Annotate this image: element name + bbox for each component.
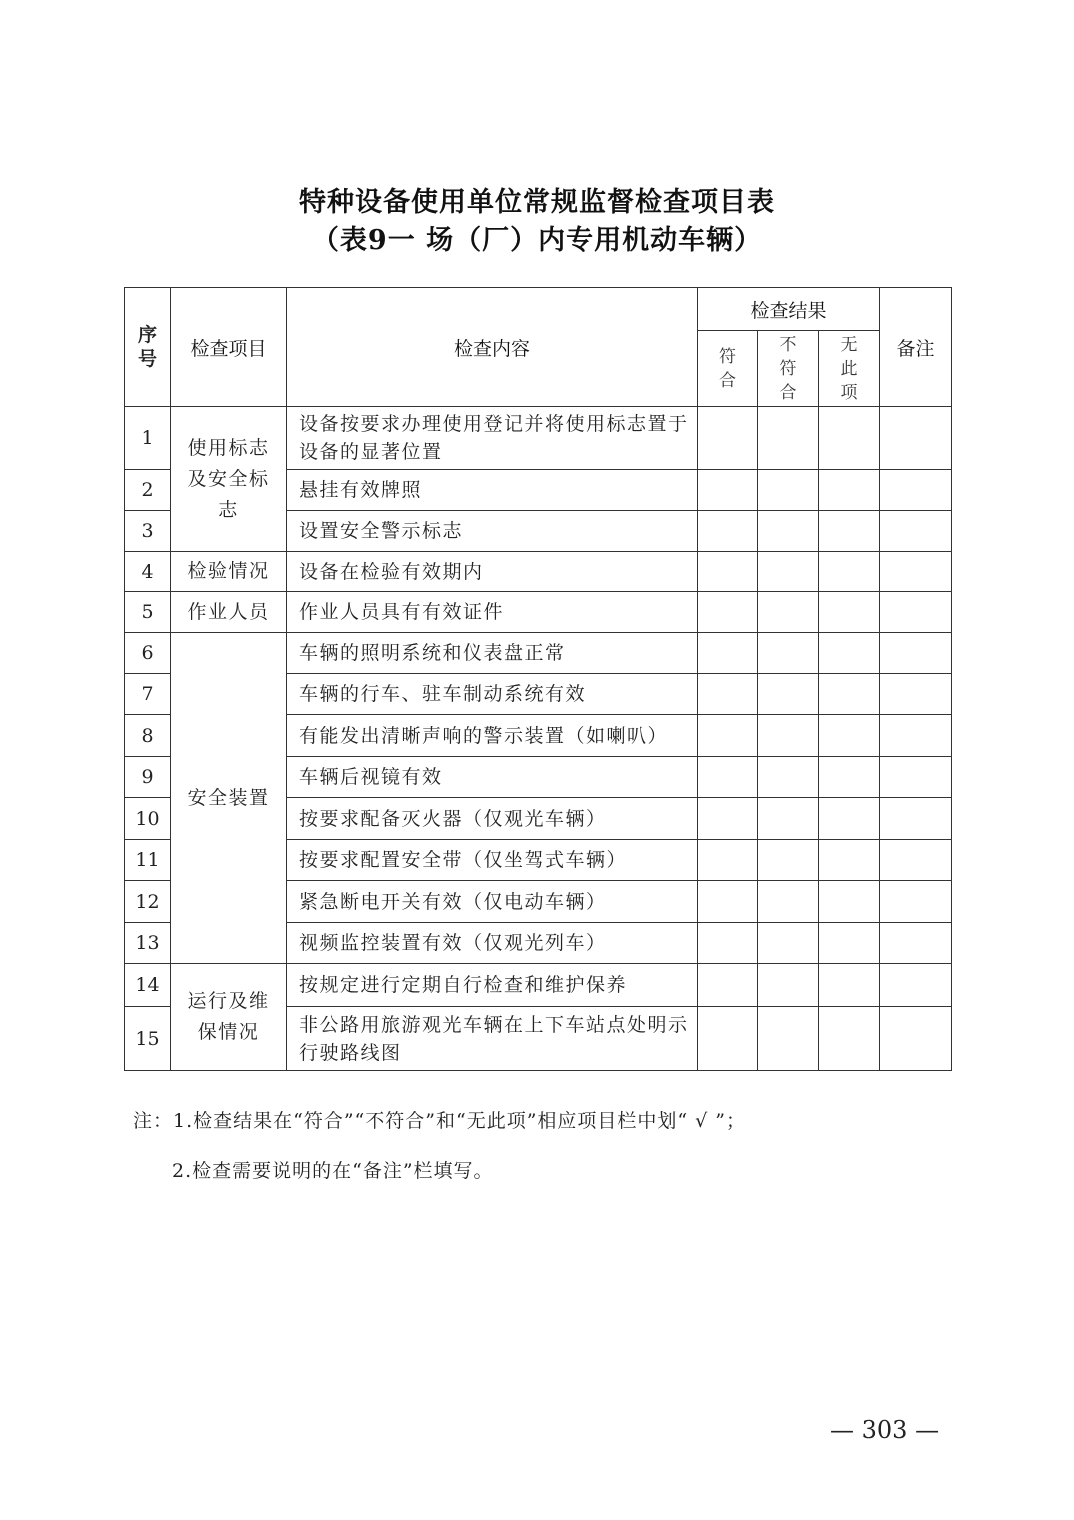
category-cell: 检验情况 xyxy=(171,552,287,592)
row-number: 3 xyxy=(125,511,171,552)
check-cell-fail[interactable] xyxy=(758,757,819,798)
check-cell-na[interactable] xyxy=(819,592,880,633)
note-line-1: 注：1.检查结果在“符合”“不符合”和“无此项”相应项目栏中划“ √ ”； xyxy=(133,1110,747,1132)
header-seq: 序号 xyxy=(125,288,171,407)
row-number: 5 xyxy=(125,592,171,633)
table-row xyxy=(125,592,952,633)
check-cell-na[interactable] xyxy=(819,757,880,798)
remark-cell[interactable] xyxy=(880,511,952,552)
check-cell-fail[interactable] xyxy=(758,923,819,964)
check-cell-fail[interactable] xyxy=(758,798,819,840)
row-content: 视频监控装置有效（仅观光列车） xyxy=(287,923,698,964)
header-content: 检查内容 xyxy=(287,288,698,407)
category-cell: 使用标志及安全标志 xyxy=(171,407,287,552)
inspection-table xyxy=(124,287,952,1071)
check-cell-pass[interactable] xyxy=(698,840,758,881)
check-cell-na[interactable] xyxy=(819,674,880,715)
table-row xyxy=(125,407,952,470)
check-cell-pass[interactable] xyxy=(698,592,758,633)
page-subtitle: （表9一 场（厂）内专用机动车辆） xyxy=(311,225,763,256)
header-item: 检查项目 xyxy=(171,288,287,407)
row-number: 1 xyxy=(125,407,171,470)
check-cell-na[interactable] xyxy=(819,715,880,757)
row-number: 8 xyxy=(125,715,171,757)
check-cell-pass[interactable] xyxy=(698,470,758,511)
check-cell-na[interactable] xyxy=(819,552,880,592)
check-cell-fail[interactable] xyxy=(758,881,819,923)
check-cell-na[interactable] xyxy=(819,407,880,470)
check-cell-pass[interactable] xyxy=(698,715,758,757)
row-number: 6 xyxy=(125,633,171,674)
row-number: 15 xyxy=(125,1007,171,1071)
check-cell-na[interactable] xyxy=(819,923,880,964)
remark-cell[interactable] xyxy=(880,798,952,840)
page-number: — 303 — xyxy=(830,1416,940,1444)
check-cell-fail[interactable] xyxy=(758,964,819,1007)
row-number: 2 xyxy=(125,470,171,511)
header-row xyxy=(125,288,952,331)
remark-cell[interactable] xyxy=(880,715,952,757)
row-content: 车辆的行车、驻车制动系统有效 xyxy=(287,674,698,715)
row-content: 作业人员具有有效证件 xyxy=(287,592,698,633)
remark-cell[interactable] xyxy=(880,407,952,470)
row-number: 9 xyxy=(125,757,171,798)
header-remark: 备注 xyxy=(880,288,952,407)
check-cell-fail[interactable] xyxy=(758,511,819,552)
table-row xyxy=(125,552,952,592)
table-row xyxy=(125,633,952,674)
check-cell-fail[interactable] xyxy=(758,407,819,470)
row-content: 非公路用旅游观光车辆在上下车站点处明示行驶路线图 xyxy=(287,1007,698,1071)
row-number: 10 xyxy=(125,798,171,840)
row-content: 按要求配备灭火器（仅观光车辆） xyxy=(287,798,698,840)
row-number: 11 xyxy=(125,840,171,881)
remark-cell[interactable] xyxy=(880,840,952,881)
remark-cell[interactable] xyxy=(880,881,952,923)
row-content: 有能发出清晰声响的警示装置（如喇叭） xyxy=(287,715,698,757)
page-title: 特种设备使用单位常规监督检查项目表 xyxy=(299,187,775,218)
check-cell-na[interactable] xyxy=(819,840,880,881)
check-cell-fail[interactable] xyxy=(758,1007,819,1071)
check-cell-fail[interactable] xyxy=(758,840,819,881)
check-cell-na[interactable] xyxy=(819,881,880,923)
check-cell-na[interactable] xyxy=(819,798,880,840)
check-cell-pass[interactable] xyxy=(698,923,758,964)
check-cell-fail[interactable] xyxy=(758,592,819,633)
row-number: 13 xyxy=(125,923,171,964)
check-cell-fail[interactable] xyxy=(758,674,819,715)
remark-cell[interactable] xyxy=(880,1007,952,1071)
remark-cell[interactable] xyxy=(880,633,952,674)
remark-cell[interactable] xyxy=(880,552,952,592)
note-line-2: 2.检查需要说明的在“备注”栏填写。 xyxy=(172,1160,494,1182)
remark-cell[interactable] xyxy=(880,964,952,1007)
row-number: 4 xyxy=(125,552,171,592)
check-cell-na[interactable] xyxy=(819,1007,880,1071)
check-cell-fail[interactable] xyxy=(758,633,819,674)
check-cell-na[interactable] xyxy=(819,511,880,552)
header-na: 无此项 xyxy=(819,331,880,407)
check-cell-pass[interactable] xyxy=(698,511,758,552)
check-cell-pass[interactable] xyxy=(698,1007,758,1071)
row-content: 按要求配置安全带（仅坐驾式车辆） xyxy=(287,840,698,881)
row-content: 设备在检验有效期内 xyxy=(287,552,698,592)
row-content: 设置安全警示标志 xyxy=(287,511,698,552)
check-cell-fail[interactable] xyxy=(758,715,819,757)
check-cell-pass[interactable] xyxy=(698,798,758,840)
remark-cell[interactable] xyxy=(880,757,952,798)
category-cell: 作业人员 xyxy=(171,592,287,633)
header-pass: 符合 xyxy=(698,331,758,407)
remark-cell[interactable] xyxy=(880,923,952,964)
remark-cell[interactable] xyxy=(880,592,952,633)
row-number: 14 xyxy=(125,964,171,1007)
table-row xyxy=(125,964,952,1007)
check-cell-pass[interactable] xyxy=(698,964,758,1007)
header-fail: 不符合 xyxy=(758,331,819,407)
check-cell-pass[interactable] xyxy=(698,674,758,715)
check-cell-na[interactable] xyxy=(819,633,880,674)
remark-cell[interactable] xyxy=(880,470,952,511)
check-cell-na[interactable] xyxy=(819,470,880,511)
check-cell-pass[interactable] xyxy=(698,881,758,923)
check-cell-pass[interactable] xyxy=(698,757,758,798)
row-content: 按规定进行定期自行检查和维护保养 xyxy=(287,964,698,1007)
row-content: 设备按要求办理使用登记并将使用标志置于设备的显著位置 xyxy=(287,407,698,470)
row-number: 7 xyxy=(125,674,171,715)
check-cell-pass[interactable] xyxy=(698,552,758,592)
check-cell-pass[interactable] xyxy=(698,407,758,470)
check-cell-na[interactable] xyxy=(819,964,880,1007)
check-cell-fail[interactable] xyxy=(758,552,819,592)
check-cell-fail[interactable] xyxy=(758,470,819,511)
category-cell: 安全装置 xyxy=(171,633,287,964)
row-content: 车辆的照明系统和仪表盘正常 xyxy=(287,633,698,674)
row-content: 悬挂有效牌照 xyxy=(287,470,698,511)
remark-cell[interactable] xyxy=(880,674,952,715)
category-cell: 运行及维保情况 xyxy=(171,964,287,1071)
row-content: 车辆后视镜有效 xyxy=(287,757,698,798)
row-number: 12 xyxy=(125,881,171,923)
row-content: 紧急断电开关有效（仅电动车辆） xyxy=(287,881,698,923)
check-cell-pass[interactable] xyxy=(698,633,758,674)
header-result: 检查结果 xyxy=(698,288,880,331)
